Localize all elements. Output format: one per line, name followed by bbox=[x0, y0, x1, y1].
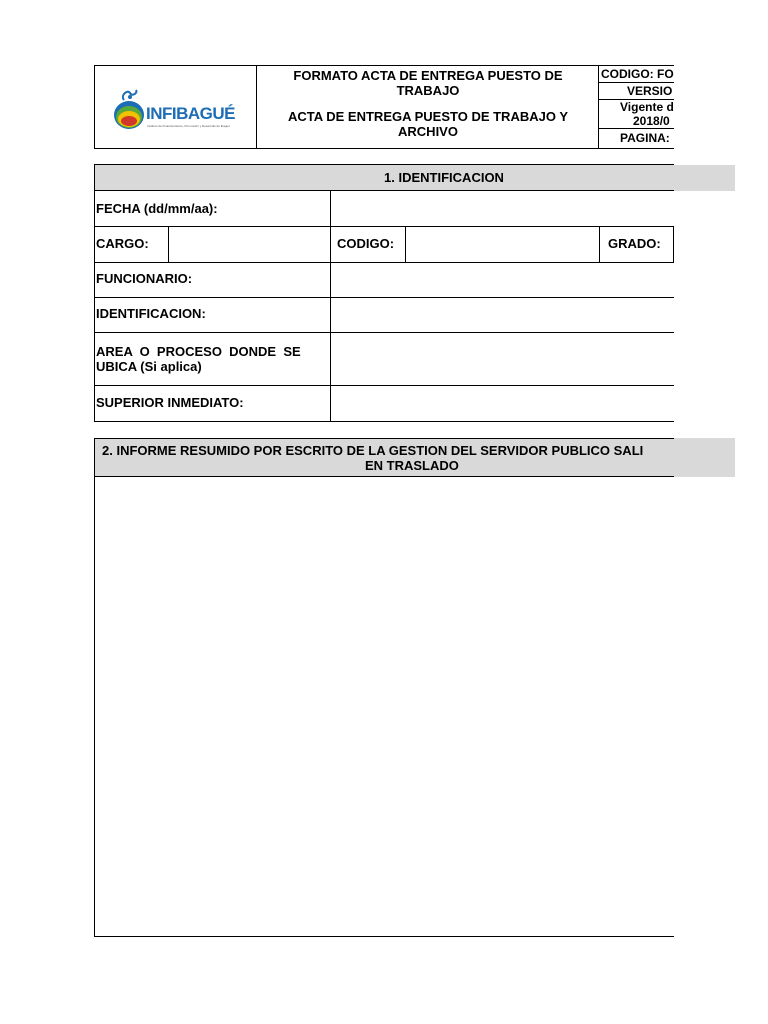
pagina-text: PAGINA: bbox=[620, 131, 670, 145]
codigo-field[interactable] bbox=[406, 227, 599, 262]
funcionario-field[interactable] bbox=[331, 263, 674, 297]
codigo-cell bbox=[599, 65, 674, 83]
section1-heading bbox=[94, 164, 674, 191]
fecha-field[interactable] bbox=[331, 191, 674, 226]
identificacion-field[interactable] bbox=[331, 298, 674, 332]
superior-label: SUPERIOR INMEDIATO: bbox=[96, 395, 244, 410]
superior-field[interactable] bbox=[331, 386, 674, 421]
document-title bbox=[258, 68, 598, 98]
header-divider-1 bbox=[256, 65, 257, 149]
area-label-line-2: UBICA (Si aplica) bbox=[96, 359, 202, 374]
logo-subtext: Instituto de Financiamiento, Promoción y Desarrollo de Ibagué bbox=[147, 124, 230, 128]
section2-title-line-2: EN TRASLADO bbox=[365, 458, 459, 473]
title-line-1: FORMATO ACTA DE ENTREGA PUESTO DE bbox=[293, 68, 563, 83]
identificacion-label: IDENTIFICACION: bbox=[96, 306, 206, 321]
vigente-line-2: 2018/0 bbox=[633, 114, 670, 128]
subtitle-line-2: ARCHIVO bbox=[398, 124, 458, 139]
title-line-2: TRABAJO bbox=[396, 83, 460, 98]
area-label bbox=[96, 344, 329, 374]
section2-overflow-fill bbox=[674, 438, 735, 477]
version-cell bbox=[599, 83, 674, 100]
codigo-label: CODIGO: bbox=[337, 236, 395, 251]
document-subtitle bbox=[258, 109, 598, 139]
company-logo bbox=[110, 87, 240, 133]
section2-heading bbox=[94, 438, 674, 477]
section2-body[interactable] bbox=[94, 476, 674, 937]
section1-title: 1. IDENTIFICACION bbox=[384, 170, 504, 185]
pagina-cell bbox=[599, 129, 674, 149]
grado-label: GRADO: bbox=[608, 236, 661, 251]
grado-left-sep bbox=[599, 226, 600, 262]
subtitle-line-1: ACTA DE ENTREGA PUESTO DE TRABAJO Y bbox=[287, 109, 568, 124]
vigente-cell bbox=[599, 100, 674, 129]
codigo-text: CODIGO: FO bbox=[601, 67, 674, 81]
funcionario-label: FUNCIONARIO: bbox=[96, 271, 193, 286]
section2-title-line-1: 2. INFORME RESUMIDO POR ESCRITO DE LA GESTION DEL SERVIDOR PUBLICO SALI bbox=[102, 443, 644, 458]
cargo-label: CARGO: bbox=[96, 236, 149, 251]
codigo-left-sep bbox=[330, 226, 331, 262]
grado-right-sep bbox=[673, 226, 674, 262]
section1-overflow-fill bbox=[674, 165, 735, 191]
cargo-field[interactable] bbox=[169, 227, 330, 262]
fecha-label: FECHA (dd/mm/aa): bbox=[96, 201, 218, 216]
logo-text: INFIBAGUÉ bbox=[146, 104, 235, 123]
area-field[interactable] bbox=[331, 333, 674, 385]
vigente-line-1: Vigente d bbox=[620, 100, 674, 114]
version-text: VERSIO bbox=[627, 84, 673, 98]
area-label-line-1: AREA O PROCESO DONDE SE bbox=[96, 344, 301, 359]
